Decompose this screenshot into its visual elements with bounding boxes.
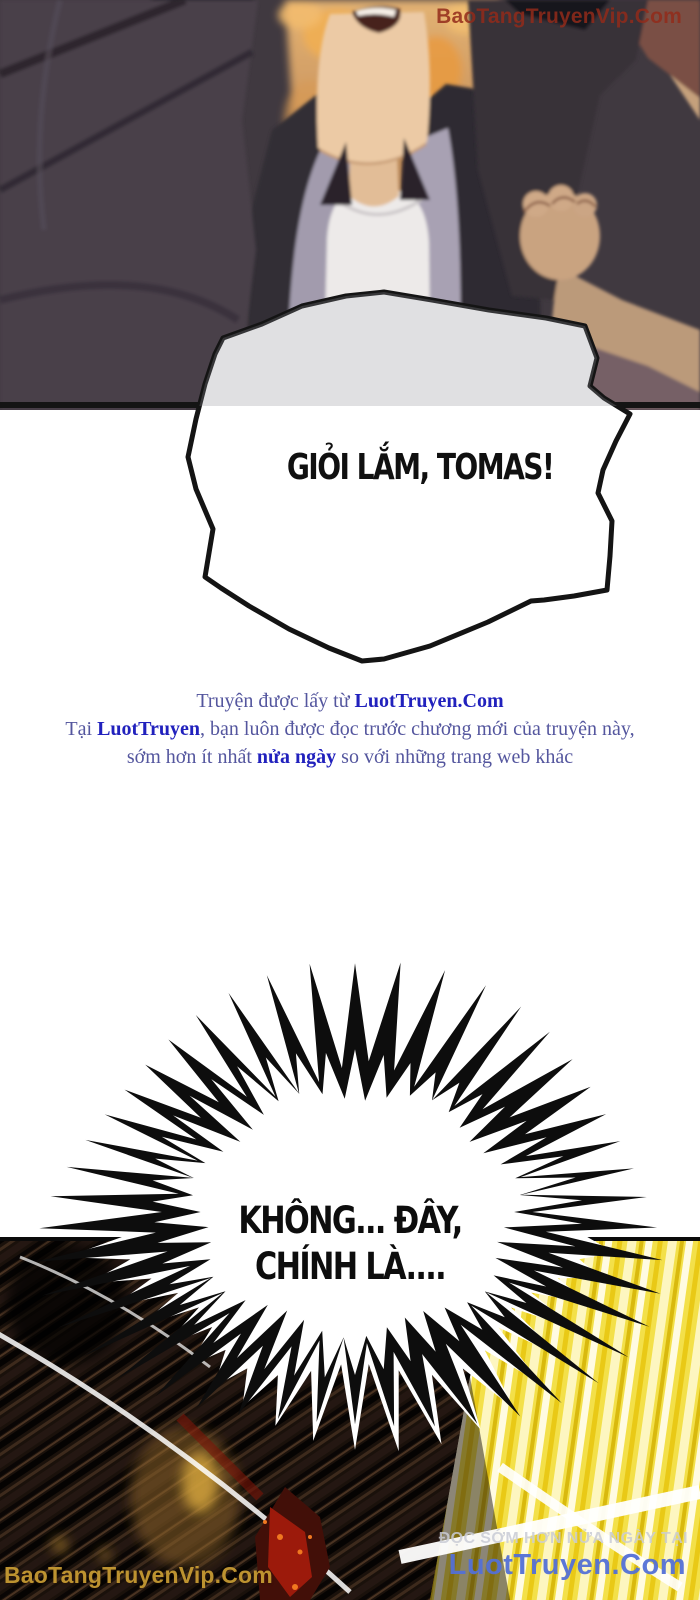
bottom-promo-note: ĐỌC SỚM HƠN NỬA NGÀY TẠI bbox=[438, 1530, 688, 1547]
speech-bubble bbox=[0, 0, 700, 680]
promo-line-3: sớm hơn ít nhất nửa ngày so với những trang web khác bbox=[126, 746, 574, 768]
burst-text-line-1: KHÔNG... ĐÂY, bbox=[238, 1199, 462, 1242]
promo-site-name: LuotTruyen bbox=[97, 718, 201, 740]
promo-line-2: Tại LuotTruyen, bạn luôn được đọc trước chương mới của truyện này, bbox=[65, 718, 635, 740]
bottom-site-link: LuotTruyen.Com bbox=[448, 1549, 686, 1581]
burst-text-line-2: CHÍNH LÀ.... bbox=[254, 1245, 446, 1288]
promo-site-link: LuotTruyen.Com bbox=[354, 690, 504, 712]
promo-line-1: Truyện được lấy từ LuotTruyen.Com bbox=[196, 690, 504, 712]
speech-bubble-text: GIỎI LẮM, TOMAS! bbox=[286, 447, 554, 488]
watermark-top: BaoTangTruyenVip.Com bbox=[436, 5, 682, 28]
watermark-bottom: BaoTangTruyenVip.Com bbox=[4, 1562, 273, 1588]
promo-highlight: nửa ngày bbox=[256, 746, 337, 768]
promo-text-block bbox=[0, 687, 700, 771]
burst-text bbox=[63, 1198, 637, 1290]
